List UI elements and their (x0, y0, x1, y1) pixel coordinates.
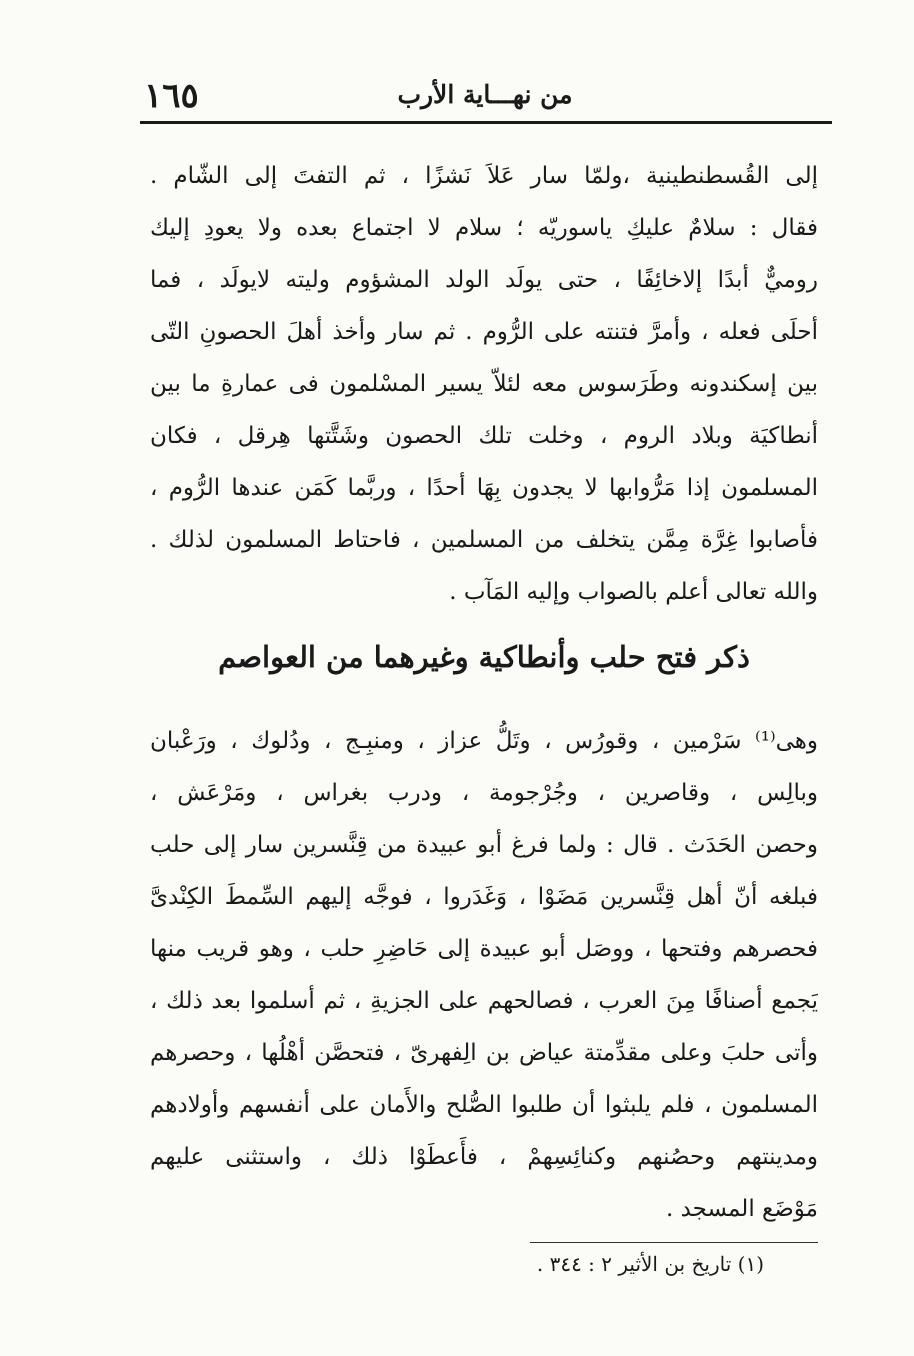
text-line: المسلمون إذا مَرُّوابها لا يجدون بِهَا أحدًا ، وربَّما كَمَن عندها الرُّوم ، (150, 475, 818, 501)
text-line: مَوْضَع المسجد . (665, 1196, 818, 1222)
text-line: وحصن الحَدَث . قال : ولما فرغ أبو عبيدة من قِنَّسرين سار إلى حلب (150, 832, 818, 858)
text-line: فقال : سلامٌ عليكِ ياسوريّه ؛ سلام لا اجتماع بعده ولا يعودِ إليك (150, 215, 818, 241)
text-line: روميٌّ أبدًا إلاخائِفًا ، حتى يولَد الولد المشؤوم وليته لايولَد ، فما (150, 267, 818, 293)
section-heading: ذكر فتح حلب وأنطاكية وغيرهما من العواصم (218, 640, 750, 674)
text-line: بين إسكندونه وطَرَسوس معه لئلاّ يسير المسْلمون فى عمارةِ ما بين (150, 371, 818, 397)
page-number: ١٦٥ (144, 76, 199, 116)
text-line: فحصرهم وفتحها ، ووصَل أبو عبيدة إلى حَاضِرِ حلب ، وهو قريب منها (150, 936, 818, 962)
text-line: إلى القُسطنطينية ،ولمّا سار عَلاَ نَشزًا ، ثم التفتَ إلى الشّام . (150, 163, 818, 189)
text-line: وبالِس ، وقاصرين ، وجُرْجومة ، ودرب بغراس ، ومَرْعَش ، (150, 780, 818, 806)
text-line: المسلمون ، فلم يلبثوا أن طلبوا الصُّلح والأَمان على أنفسهم وأولادهم (150, 1092, 818, 1118)
text-line: والله تعالى أعلم بالصواب وإليه المَآب . (449, 579, 818, 605)
text-line: وهى⁽¹⁾ سَرْمين ، وقورُس ، وتَلُّ عزاز ، ومنبِـج ، ودُلوك ، ورَعْبان (150, 728, 818, 754)
paragraph-1 (150, 150, 818, 618)
text-line: وأتى حلبَ وعلى مقدِّمتة عياض بن الِفهرىّ ، فتحصَّن أهْلُها ، وحصرهم (150, 1040, 818, 1066)
text-line: فأصابوا غِرَّة مِمَّن يتخلف من المسلمين ، فاحتاط المسلمون لذلك . (150, 527, 818, 553)
footnote: (١) تاريخ بن الأثير ٢ : ٣٤٤ . (536, 1252, 764, 1276)
text-line: أنطاكيَة وبلاد الروم ، وخلت تلك الحصون وشَتَّتها هِرقل ، فكان (150, 423, 818, 449)
running-title: من نهـــاية الأرب (397, 80, 573, 109)
text-line: يَجمع أصنافًا مِنَ العرب ، فصالحهم على الجزيةِ ، ثم أسلموا بعد ذلك ، (150, 988, 818, 1014)
text-line: أحلَى فعله ، وأمرَّ فتنته على الرُّوم . ثم سار وأخذ أهلَ الحصونِ التّى (150, 319, 818, 345)
page-header (140, 70, 830, 120)
header-rule (140, 121, 832, 124)
paragraph-2 (150, 715, 818, 1235)
footnote-rule (530, 1242, 818, 1243)
text-line: فبلغه أنّ أهل قِنَّسرين مَضَوْا ، وَغَدَروا ، فوجَّه إليهم السِّمطَ الكِنْدىَّ (150, 884, 818, 910)
text-line: ومدينتهم وحصُنهم وكنائِسِهمْ ، فأَعطَوْا ذلك ، واستثنى عليهم (150, 1144, 818, 1170)
